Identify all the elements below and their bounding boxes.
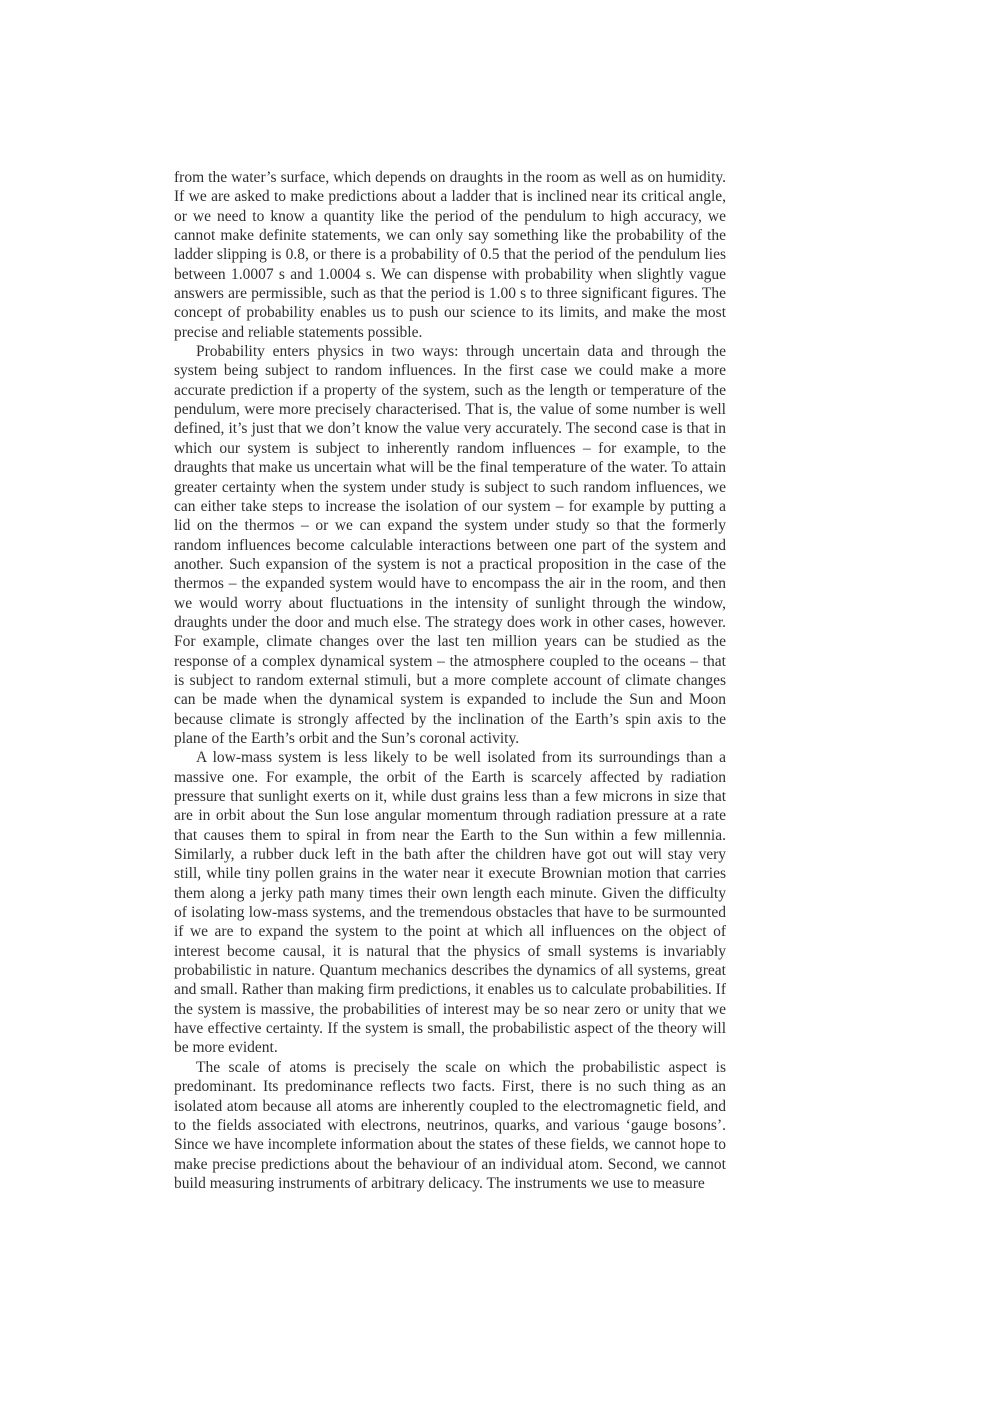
page-text-block — [174, 168, 726, 1193]
paragraph-4: The scale of atoms is precisely the scale on which the probabilistic aspect is predominant. Its predominance reflects two facts. First, there is no such thing as an isolated atom because all atoms are inherently coupled to the electromagnetic field, and to the fields associated with electrons, neutrinos, quarks, and various ‘gauge bosons’. Since we have incomplete information about the states of these fields, we cannot hope to make precise predictions about the behaviour of an individual atom. Second, we cannot build measuring instruments of arbitrary delicacy. The instruments we use to measure — [174, 1058, 726, 1192]
paragraph-2: Probability enters physics in two ways: through uncertain data and through the system being subject to random influences. In the first case we could make a more accurate prediction if a property of the system, such as the length or temperature of the pendulum, were more precisely characterised. That is, the value of some number is well defined, it’s just that we don’t know the value very accurately. The second case is that in which our system is subject to inherently random influences – for example, to the draughts that make us uncertain what will be the final temperature of the water. To attain greater certainty when the system under study is subject to such random influences, we can either take steps to increase the isolation of our system – for example by putting a lid on the thermos – or we can expand the system under study so that the formerly random influences become calculable interactions between one part of the system and another. Such expansion of the system is not a practical proposition in the case of the thermos – the expanded system would have to encompass the air in the room, and then we would worry about fluctuations in the intensity of sunlight through the window, draughts under the door and much else. The strategy does work in other cases, however. For example, climate changes over the last ten million years can be studied as the response of a complex dynamical system – the atmosphere coupled to the oceans – that is subject to random external stimuli, but a more complete account of climate changes can be made when the dynamical system is expanded to include the Sun and Moon because climate is strongly affected by the inclination of the Earth’s spin axis to the plane of the Earth’s orbit and the Sun’s coronal activity. — [174, 343, 726, 747]
paragraph-1: from the water’s surface, which depends on draughts in the room as well as on humidity. If we are asked to make predictions about a ladder that is inclined near its critical angle, or we need to know a quantity like the period of the pendulum to high accuracy, we cannot make definite statements, we can only say something like the probability of the ladder slipping is 0.8, or there is a probability of 0.5 that the period of the pendulum lies between 1.0007 s and 1.0004 s. We can dispense with probability when slightly vague answers are permissible, such as that the period is 1.00 s to three significant figures. The concept of probability enables us to push our science to its limits, and make the most precise and reliable statements possible. — [174, 169, 726, 341]
paragraph-3: A low-mass system is less likely to be well isolated from its surroundings than a massive one. For example, the orbit of the Earth is scarcely affected by radiation pressure that sunlight exerts on it, while dust grains less than a few microns in size that are in orbit about the Sun lose angular momentum through radiation pressure at a rate that causes them to spiral in from near the Earth to the Sun within a few millennia. Similarly, a rubber duck left in the bath after the children have got out will stay very still, while tiny pollen grains in the water near it execute Brownian motion that carries them along a jerky path many times their own length each minute. Given the difficulty of isolating low-mass systems, and the tremendous obstacles that have to be surmounted if we are to expand the system to the point at which all influences on the object of interest become causal, it is natural that the physics of small systems is invariably probabilistic in nature. Quantum mechanics describes the dynamics of all systems, great and small. Rather than making firm predictions, it enables us to calculate probabilities. If the system is massive, the probabilities of interest may be so near zero or unity that we have effective certainty. If the system is small, the probabilistic aspect of the theory will be more evident. — [174, 749, 726, 1057]
